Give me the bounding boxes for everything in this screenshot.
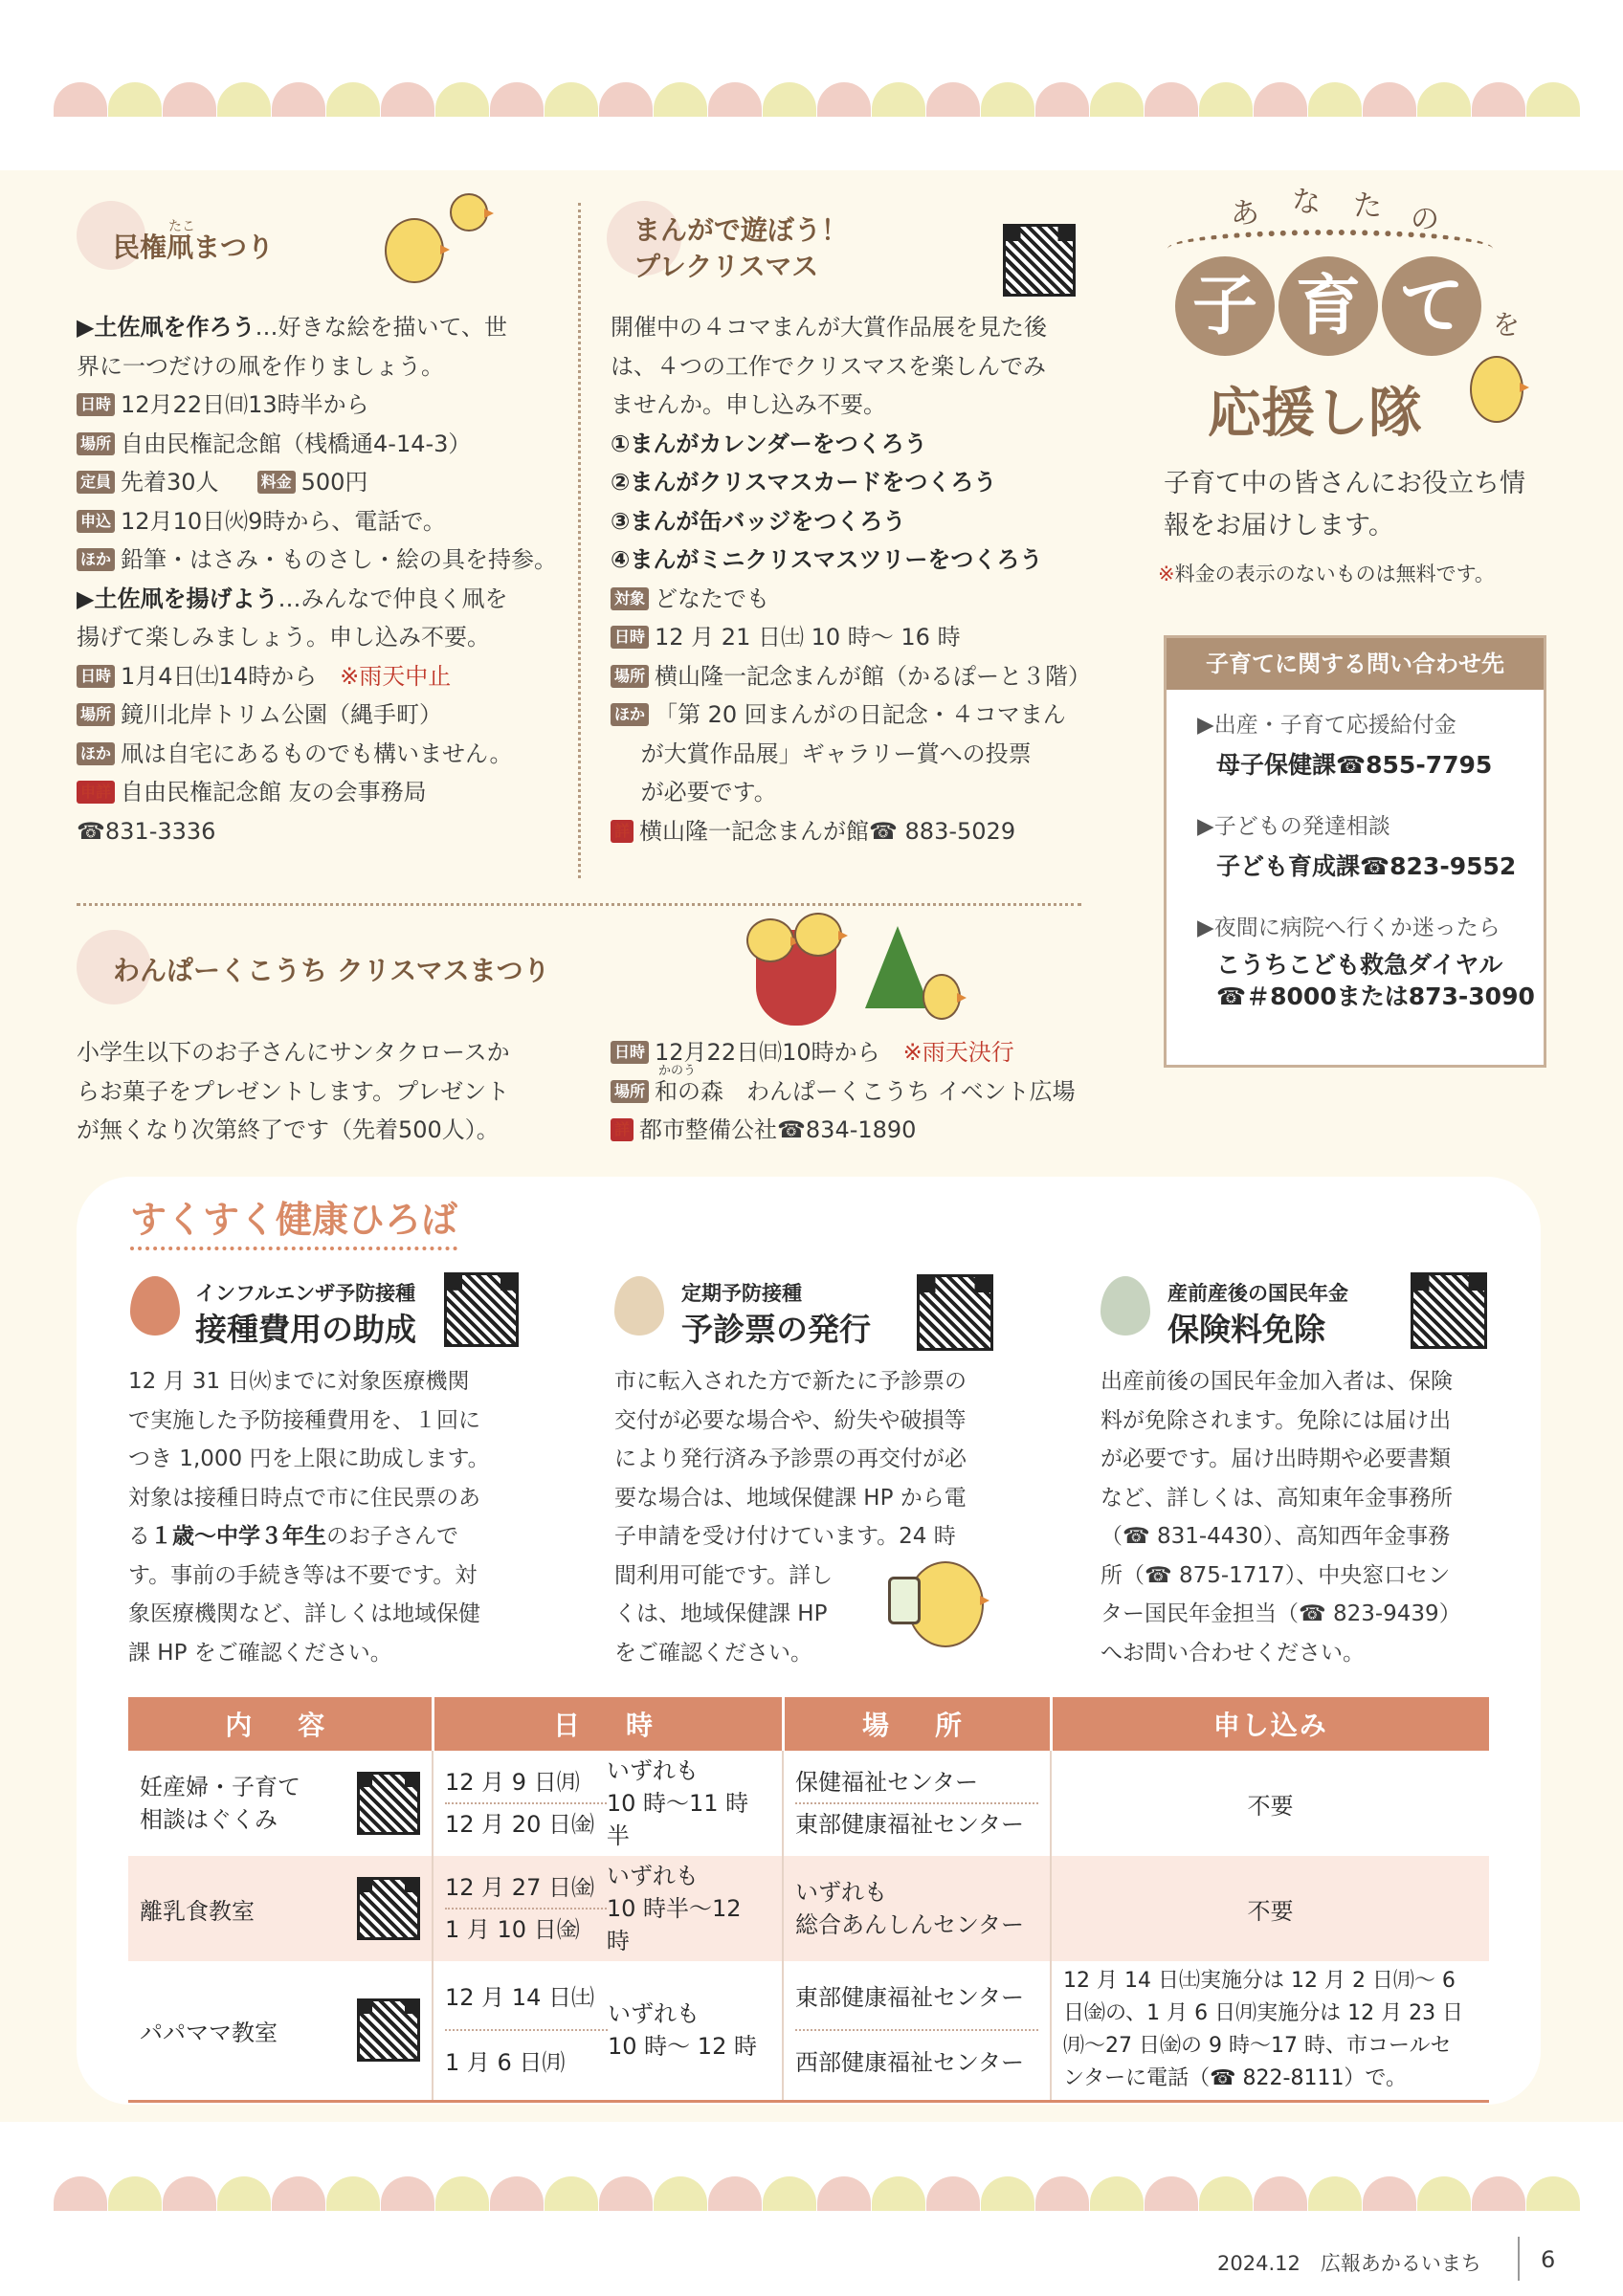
tree-illustration [865, 926, 930, 1008]
body-text: 鏡川北岸トリム公園（縄手町） [121, 701, 443, 728]
cell-place [783, 1961, 1051, 2101]
info-tag: ほか [611, 703, 649, 726]
qr-code[interactable] [917, 1274, 993, 1351]
contact-label: ▶出産・子育て応援給付金 [1197, 713, 1456, 738]
body-line: 市に転入された方で新たに予診票の [614, 1369, 967, 1394]
notice-text: ※雨天中止 [340, 662, 452, 690]
body-line: など、詳しくは、高知東年金事務所 [1101, 1485, 1453, 1511]
body-text: 「第 20 回まんがの日記念・４コマまん [655, 701, 1066, 728]
bottom-scallop-border [54, 2176, 1569, 2211]
col3-title: 保険料免除 [1167, 1311, 1325, 1348]
apply-line: ㈪～27 日㈮の 9 時～17 時、市コールセ [1063, 2034, 1452, 2059]
body-text: る [128, 1524, 150, 1549]
cell-name [128, 1961, 433, 2101]
notice-text: ※雨天決行 [902, 1039, 1014, 1066]
name-line: 離乳食教室 [140, 1897, 255, 1925]
body-text: ☎831-3336 [77, 817, 216, 845]
apply-line: 日㈮の、1 月 6 日㈪実施分は 12 月 23 日 [1063, 2001, 1464, 2026]
body-line: 子申請を受け付けています。24 時 [614, 1524, 956, 1549]
body-line [77, 541, 558, 580]
wanpaku-title: わんぱーくこうち クリスマスまつり [113, 955, 550, 986]
body-line [611, 463, 1108, 502]
cell-name [128, 1751, 433, 1856]
body-line [77, 735, 555, 774]
body-line [77, 580, 555, 619]
chick-illustration [794, 913, 842, 957]
col-header: 場 所 [783, 1697, 1051, 1751]
time: 10 時～ 12 時 [608, 2033, 757, 2061]
body-text: 12月22日㈰13時半から [121, 391, 369, 418]
cell-apply: 不要 [1247, 1792, 1294, 1820]
manga-body [611, 308, 1108, 850]
contact-phone[interactable]: ☎＃8000または873-3090 [1216, 982, 1535, 1010]
desc-line: 報をお届けします。 [1164, 511, 1394, 541]
contact-list [1167, 690, 1544, 1013]
body-text: 1月4日㈯14時から [121, 662, 318, 690]
name-line: パパママ教室 [140, 2019, 278, 2046]
body-line [128, 1517, 490, 1556]
col-header: 日 時 [433, 1697, 783, 1751]
col3-subtitle: 産前産後の国民年金 [1167, 1282, 1348, 1305]
info-tag: 場所 [611, 1080, 649, 1103]
body-line [77, 386, 555, 425]
kosodate-desc [1164, 463, 1525, 547]
body-text: 500円 [300, 469, 368, 496]
arc-char: な [1292, 186, 1321, 219]
bold-text: ④まんがミニクリスマスツリーをつくろう [611, 546, 1043, 573]
qr-code[interactable] [357, 1772, 420, 1835]
body-line: 料が免除されます。免除には届け出 [1101, 1407, 1452, 1433]
contact-phone[interactable]: 母子保健課☎855-7795 [1216, 751, 1493, 779]
contact-box-title: 子育てに関する問い合わせ先 [1167, 638, 1544, 690]
body-line [611, 1033, 1108, 1072]
body-line [611, 386, 1108, 425]
minken-body [77, 308, 558, 850]
chick-illustration [923, 974, 961, 1020]
desc-line: が無くなり次第終了です（先着500人）。 [77, 1116, 500, 1143]
body-line: 象医療機関など、詳しくは地域保健 [128, 1601, 480, 1626]
top-scallop-border [54, 82, 1569, 117]
column-divider [578, 203, 581, 878]
body-text: 界に一つだけの凧を作りましょう。 [77, 352, 444, 380]
contact-name: こうちこども救急ダイヤル [1216, 951, 1503, 979]
minken-title: 民権凧まつり [113, 232, 275, 263]
body-text: 横山隆一記念まんが館（かるぽーと３階） [655, 662, 1092, 690]
body-line: くは、地域保健課 HP [614, 1601, 828, 1626]
body-text: 横山隆一記念まんが館☎ 883-5029 [639, 817, 1016, 845]
body-line: 対象は接種日時点で市に住民票のあ [128, 1485, 480, 1511]
manga-title-1: まんがで遊ぼう！ [634, 214, 849, 246]
smartphone-illustration [888, 1577, 921, 1624]
info-tag: 詳 [611, 1118, 634, 1141]
cell-date [433, 1856, 783, 1961]
body-text: 12 月 21 日㈯ 10 時～ 16 時 [655, 624, 961, 651]
col1-title: 接種費用の助成 [195, 1311, 416, 1348]
col1-subtitle: インフルエンザ予防接種 [195, 1282, 416, 1305]
cell-place [783, 1856, 1051, 1961]
body-text: が必要です。 [611, 779, 777, 806]
wanpaku-body [611, 1033, 1108, 1150]
desc-line: 子育て中の皆さんにお役立ち情 [1164, 469, 1525, 498]
date: 12 月 27 日㈮ [445, 1874, 594, 1901]
body-line: つき 1,000 円を上限に助成します。 [128, 1446, 490, 1471]
body-line: をご確認ください。 [614, 1640, 812, 1666]
info-tag: 日時 [77, 393, 115, 416]
info-tag: ほか [77, 742, 115, 765]
time: 10 時～11 時半 [606, 1790, 749, 1849]
date: 12 月 14 日㈯ [445, 1984, 594, 2012]
time: いずれも [606, 1863, 699, 1889]
qr-code[interactable] [357, 1998, 420, 2062]
apply-line: 12 月 14 日㈯実施分は 12 月 2 日㈪～ 6 [1063, 1969, 1456, 1994]
body-line: 出産前後の国民年金加入者は、保険 [1101, 1369, 1453, 1394]
body-line [611, 541, 1108, 580]
place: いずれも [795, 1879, 887, 1906]
time: いずれも [608, 2000, 700, 2028]
table-row [128, 1856, 1489, 1961]
cell-name [128, 1856, 433, 1961]
section-divider [77, 903, 1081, 906]
name-line: 相談はぐくみ [140, 1806, 278, 1833]
body-bold: １歳～中学３年生 [150, 1524, 326, 1549]
body-line [611, 812, 1108, 851]
desc-line: らお菓子をプレゼントします。プレゼント [77, 1077, 510, 1105]
body-line [77, 425, 555, 464]
info-tag: 詳 [611, 820, 634, 843]
body-line [611, 502, 1108, 541]
chick-illustration [746, 918, 794, 962]
note-mark: ※ [1158, 563, 1175, 585]
body-line [611, 657, 1108, 696]
body-line: で実施した予防接種費用を、１回に [128, 1407, 480, 1433]
apply-line: ンターに電話（☎ 822-8111）で。 [1063, 2066, 1407, 2091]
body-text: どなたでも [655, 585, 770, 612]
body-text: 和の森 わんぱーくこうち イベント広場 [655, 1077, 1076, 1105]
desc-line: 小学生以下のお子さんにサンタクロースか [77, 1039, 510, 1066]
body-line [77, 695, 555, 735]
info-tag: 申込 [77, 510, 115, 533]
body-text: 鉛筆・はさみ・ものさし・絵の具を持参。 [121, 546, 558, 573]
body-text: 開催中の４コマまんが大賞作品展を見た後 [611, 314, 1047, 341]
kosodate-note [1158, 559, 1495, 587]
col2-title: 予診票の発行 [681, 1311, 871, 1348]
body-text: は、４つの工作でクリスマスを楽しんでみ [611, 352, 1047, 380]
body-text: …みんなで仲良く凧を [278, 585, 508, 612]
kosodate-char-2: 育 [1278, 256, 1378, 356]
cell-apply: 不要 [1051, 1856, 1489, 1961]
manga-title-2: プレクリスマス [634, 251, 819, 282]
bold-text: ②まんがクリスマスカードをつくろう [611, 469, 997, 496]
bold-text: ▶土佐凧を揚げよう [77, 585, 278, 612]
body-text: 凧は自宅にあるものでも構いません。 [121, 740, 513, 767]
place: 東部健康福祉センター [795, 1802, 1038, 1844]
body-line: （☎ 831-4430）、高知西年金事務 [1101, 1524, 1451, 1549]
kosodate-wo: を [1493, 309, 1521, 341]
info-tag: 料金 [257, 471, 296, 494]
contact-box [1164, 635, 1546, 1068]
qr-code[interactable] [1411, 1272, 1487, 1349]
cell-place [783, 1751, 1051, 1856]
ruby-kanou: かのう [658, 1064, 697, 1078]
kosodate-title: 応援し隊 [1208, 382, 1422, 445]
cell-date [433, 1751, 783, 1856]
ruby-tako: たこ [168, 219, 195, 234]
body-line [77, 812, 555, 851]
contact-label: ▶子どもの発達相談 [1197, 814, 1390, 839]
cell-apply [1051, 1961, 1489, 2101]
kosodate-char-3: て [1382, 256, 1481, 356]
place: 東部健康福祉センター [795, 1984, 1025, 2012]
arc-char: た [1353, 189, 1382, 223]
body-text: が大賞作品展」ギャラリー賞への投票 [611, 740, 1032, 767]
schedule-table [128, 1697, 1489, 2103]
info-tag: 日時 [77, 665, 115, 688]
body-text: 12月22日㈰10時から [655, 1039, 880, 1066]
info-tag: 定員 [77, 471, 115, 494]
kosodate-char-1: 子 [1175, 256, 1275, 356]
note-text: 料金の表示のないものは無料です。 [1174, 563, 1495, 585]
time: 10 時半～12 時 [606, 1895, 742, 1954]
body-line [611, 580, 1108, 619]
col2-subtitle: 定期予防接種 [681, 1282, 802, 1305]
body-text: 自由民権記念館 友の会事務局 [121, 779, 427, 806]
body-line [611, 618, 1108, 657]
info-tag: ほか [77, 548, 115, 571]
body-text: 先着30人 [121, 469, 219, 496]
info-tag: 場所 [611, 665, 649, 688]
body-line [611, 308, 1108, 347]
body-line [611, 773, 1108, 812]
body-text: 揚げて楽しみましょう。申し込み不要。 [77, 624, 490, 651]
body-text: 都市整備公社☎834-1890 [639, 1116, 917, 1143]
body-line: 交付が必要な場合や、紛失や破損等 [614, 1407, 967, 1433]
date: 1 月 6 日㈪ [445, 2029, 608, 2094]
chick-illustration [1470, 356, 1523, 423]
body-line: により発行済み予診票の再交付が必 [614, 1446, 967, 1471]
body-line: ター国民年金担当（☎ 823-9439） [1101, 1601, 1461, 1626]
body-text: 自由民権記念館（桟橋通4-14-3） [121, 430, 472, 457]
body-line [611, 1072, 1108, 1112]
chick-illustration [385, 218, 444, 283]
footer [0, 2235, 1623, 2296]
info-tag: 場所 [77, 432, 115, 455]
info-tag: 場所 [77, 703, 115, 726]
body-line: が必要です。届け出時期や必要書類 [1101, 1446, 1452, 1471]
body-line [77, 347, 555, 386]
bold-text: ①まんがカレンダーをつくろう [611, 430, 927, 457]
health-title: すくすく健康ひろば [130, 1190, 457, 1250]
body-line [77, 618, 555, 657]
body-line [611, 1111, 1108, 1150]
body-line [611, 735, 1108, 774]
body-line [77, 463, 555, 502]
issue-label: 2024.12 広報あかるいまち [1217, 2252, 1481, 2275]
info-tag: 申詳 [77, 781, 115, 804]
date: 1 月 10 日㈮ [445, 1908, 607, 1950]
info-tag: 日時 [611, 1041, 649, 1064]
place: 西部健康福祉センター [795, 2029, 1038, 2094]
contact-label: ▶夜間に病院へ行くか迷ったら [1197, 916, 1501, 940]
kite-chick-illustration [450, 193, 488, 232]
body-text: …好きな絵を描いて、世 [255, 314, 507, 341]
col-header: 申し込み [1051, 1697, 1489, 1751]
bold-text: ▶土佐凧を作ろう [77, 314, 256, 341]
body-line [611, 695, 1108, 735]
body-line [77, 308, 555, 347]
info-tag: 日時 [611, 626, 649, 649]
body-line: 所（☎ 875-1717）、中央窓口セン [1101, 1562, 1451, 1588]
place: 総合あんしんセンター [795, 1911, 1025, 1938]
table-row [128, 1961, 1489, 2101]
arc-char: あ [1231, 197, 1259, 231]
wanpaku-desc [77, 1033, 574, 1150]
body-line [611, 425, 1108, 464]
body-text: ませんか。申し込み不要。 [611, 391, 886, 418]
qr-code[interactable] [1003, 224, 1076, 297]
contact-phone[interactable]: 子ども育成課☎823-9552 [1216, 852, 1517, 880]
qr-code[interactable] [357, 1877, 420, 1940]
col-header: 内 容 [128, 1697, 433, 1751]
col1-body [128, 1362, 490, 1672]
body-line: 課 HP をご確認ください。 [128, 1640, 392, 1666]
date: 12 月 9 日㈪ [445, 1769, 580, 1796]
date: 12 月 20 日㈮ [445, 1802, 607, 1844]
body-text: 12月10日㈫9時から、電話で。 [121, 507, 446, 535]
table-row [128, 1751, 1489, 1856]
bold-text: ③まんが缶バッジをつくろう [611, 507, 906, 535]
body-line [611, 347, 1108, 386]
place: 保健福祉センター [795, 1769, 979, 1796]
body-line [77, 773, 555, 812]
name-line: 妊産婦・子育て [140, 1774, 300, 1800]
body-line: 間利用可能です。詳し [614, 1562, 834, 1588]
col3-body [1101, 1362, 1461, 1672]
page-number: 6 [1541, 2246, 1556, 2273]
body-line [77, 502, 555, 541]
cell-date [433, 1961, 783, 2101]
body-line: 要な場合は、地域保健課 HP から電 [614, 1485, 967, 1511]
body-text: のお子さんで [326, 1524, 458, 1549]
time: いずれも [606, 1757, 699, 1784]
info-tag: 対象 [611, 587, 649, 610]
body-line: す。事前の手続き等は不要です。対 [128, 1562, 478, 1588]
body-line: へお問い合わせください。 [1101, 1640, 1365, 1666]
body-line: 12 月 31 日㈫までに対象医療機関 [128, 1369, 470, 1394]
body-line [77, 657, 555, 696]
qr-code[interactable] [444, 1272, 519, 1347]
footer-divider [1518, 2237, 1520, 2281]
arc-char: の [1411, 203, 1439, 236]
